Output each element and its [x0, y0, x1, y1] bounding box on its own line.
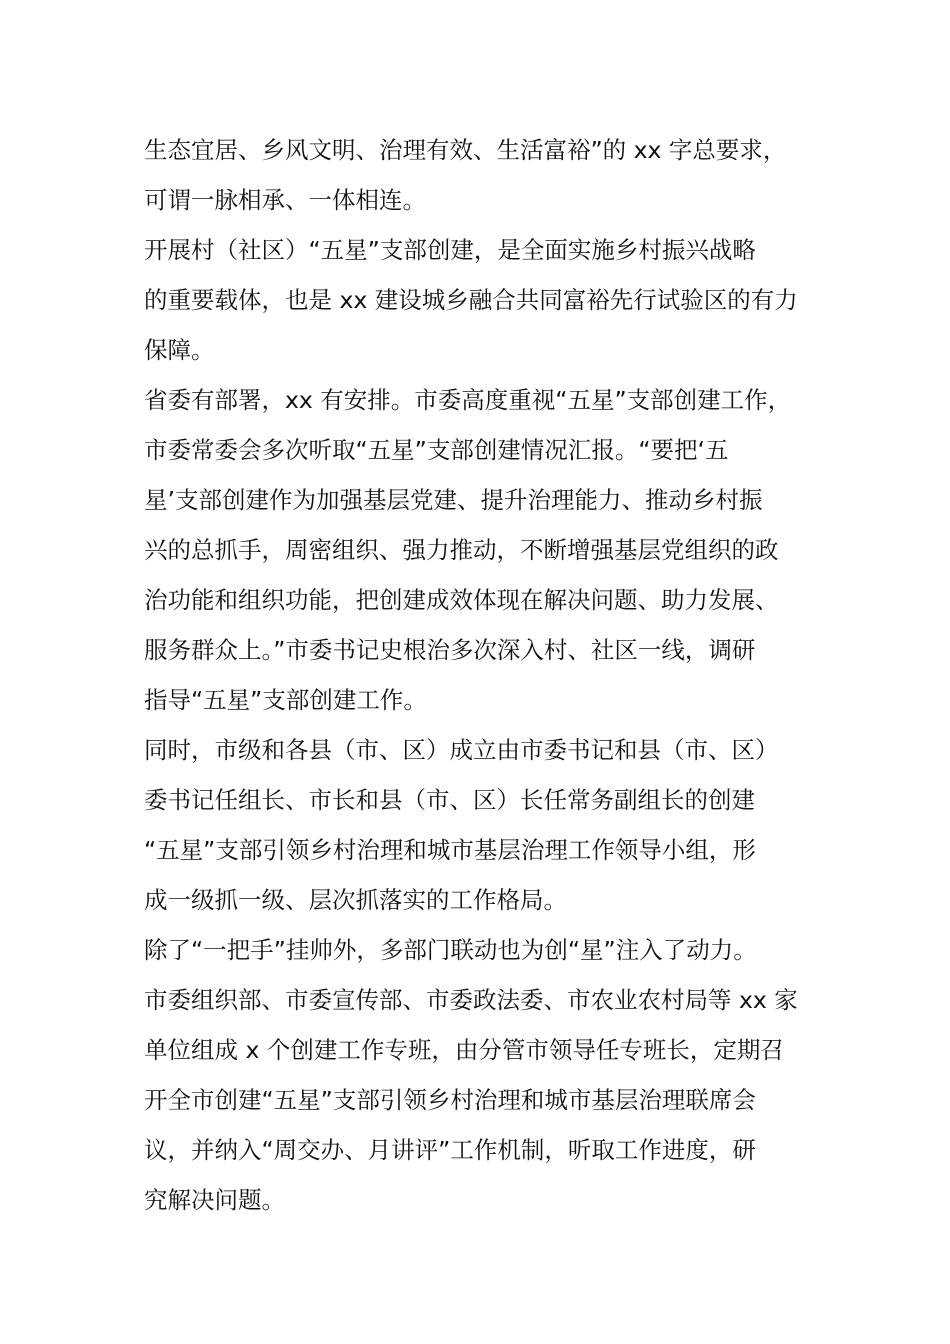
text-line: 除了“一把手”挂帅外，多部门联动也为创“星”注入了动力。 [144, 936, 757, 964]
text-line: 同时，市级和各县（市、区）成立由市委书记和县（市、区） [144, 736, 779, 764]
text-line: 服务群众上。”市委书记史根治多次深入村、社区一线，调研 [144, 636, 756, 664]
text-line: 委书记任组长、市长和县（市、区）长任常务副组长的创建 [144, 786, 755, 814]
text-line: 议，并纳入“周交办、月讲评”工作机制，听取工作进度，研 [144, 1136, 756, 1164]
text-line: 的重要载体，也是 xx 建设城乡融合共同富裕先行试验区的有力 [144, 286, 798, 314]
text-line: 星’支部创建作为加强基层党建、提升治理能力、推动乡村振 [144, 486, 763, 514]
text-line: 生态宜居、乡风文明、治理有效、生活富裕”的 xx 字总要求， [144, 136, 787, 164]
text-line: 可谓一脉相承、一体相连。 [144, 186, 426, 214]
text-line: 兴的总抓手，周密组织、强力推动，不断增强基层党组织的政 [144, 536, 779, 564]
text-line: 单位组成 x 个创建工作专班，由分管市领导任专班长，定期召 [144, 1036, 784, 1064]
text-line: 开展村（社区）“五星”支部创建，是全面实施乡村振兴战略 [144, 236, 756, 264]
text-line: 治功能和组织功能，把创建成效体现在解决问题、助力发展、 [144, 586, 779, 614]
text-line: 市委常委会多次听取“五星”支部创建情况汇报。“要把‘五 [144, 436, 729, 464]
text-line: 市委组织部、市委宣传部、市委政法委、市农业农村局等 xx 家 [144, 986, 798, 1014]
document-body [144, 125, 824, 1225]
text-line: 究解决问题。 [144, 1186, 285, 1214]
text-line: 指导“五星”支部创建工作。 [144, 686, 427, 714]
text-line: 省委有部署，xx 有安排。市委高度重视“五星”支部创建工作， [144, 386, 792, 414]
text-line: 成一级抓一级、层次抓落实的工作格局。 [144, 886, 567, 914]
text-line: 保障。 [144, 336, 215, 364]
text-line: 开全市创建“五星”支部引领乡村治理和城市基层治理联席会 [144, 1086, 756, 1114]
text-line: “五星”支部引领乡村治理和城市基层治理工作领导小组，形 [144, 836, 756, 864]
